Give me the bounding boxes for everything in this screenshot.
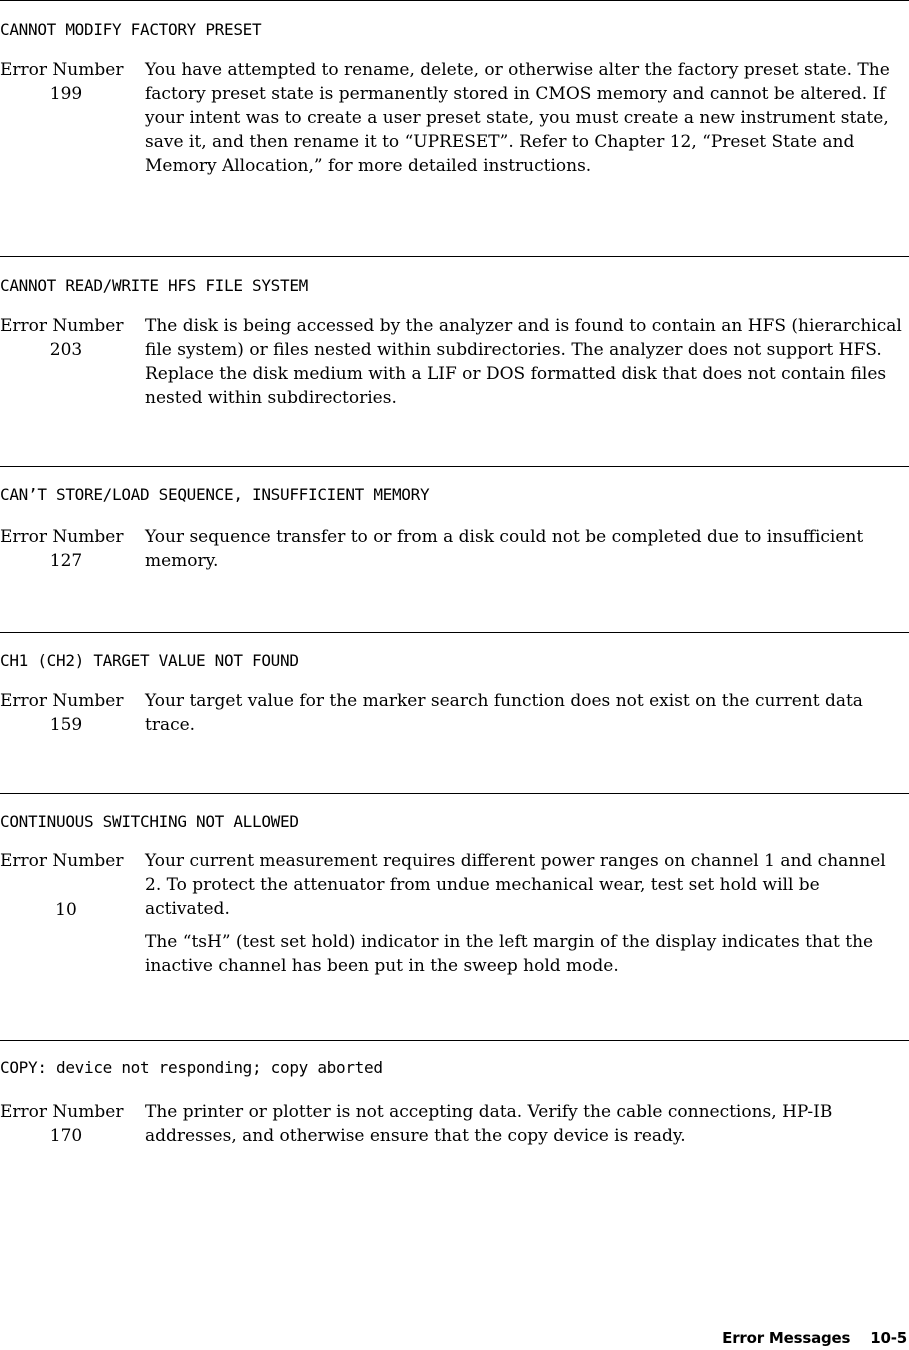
divider-rule [0, 0, 909, 1]
error-description [145, 689, 905, 737]
error-number-label: Error Number [0, 851, 124, 871]
error-paragraph: The “tsH” (test set hold) indicator in the left margin of the display indicates that the inactive channel has been put in the sweep hold mode. [145, 932, 874, 976]
error-number-label: Error Number [0, 691, 124, 711]
error-number-label: Error Number [0, 316, 124, 336]
error-title: COPY: device not responding; copy aborted [0, 1058, 383, 1077]
page-footer [722, 1328, 907, 1348]
error-paragraph: The disk is being accessed by the analyzer and is found to contain an HFS (hierarchical file system) or files nested within subdirectories. The analyzer does not support HFS. Replace the disk medium with a LIF or DOS formatted disk that does not contain files nested within subdirectories. [145, 316, 902, 408]
error-number-label: Error Number [0, 1102, 124, 1122]
error-paragraph: Your target value for the marker search function does not exist on the current data trace. [145, 691, 863, 735]
divider-rule [0, 1040, 909, 1041]
divider-rule [0, 632, 909, 633]
error-description [145, 849, 905, 978]
error-paragraph: Your sequence transfer to or from a disk could not be completed due to insufficient memory. [145, 527, 864, 571]
error-title: CH1 (CH2) TARGET VALUE NOT FOUND [0, 651, 299, 670]
error-paragraph: The printer or plotter is not accepting data. Verify the cable connections, HP-IB addresses, and otherwise ensure that the copy device is ready. [145, 1102, 833, 1146]
error-title: CANNOT READ/WRITE HFS FILE SYSTEM [0, 276, 308, 295]
error-title: CAN’T STORE/LOAD SEQUENCE, INSUFFICIENT MEMORY [0, 485, 430, 504]
page-number: 10-5 [870, 1329, 907, 1347]
footer-section-title: Error Messages [722, 1329, 851, 1347]
error-number: 203 [49, 340, 83, 360]
error-number: 10 [55, 900, 77, 920]
error-description [145, 525, 905, 573]
error-description [145, 1100, 905, 1148]
error-description [145, 58, 905, 178]
error-description [145, 314, 905, 410]
error-title: CONTINUOUS SWITCHING NOT ALLOWED [0, 812, 299, 831]
error-title: CANNOT MODIFY FACTORY PRESET [0, 20, 262, 39]
divider-rule [0, 256, 909, 257]
divider-rule [0, 793, 909, 794]
divider-rule [0, 466, 909, 467]
error-number-label: Error Number [0, 527, 124, 547]
error-paragraph: You have attempted to rename, delete, or otherwise alter the factory preset state. The factory preset state is permanently stored in CMOS memory and cannot be altered. If your intent was to create a user preset state, you must create a new instrument state, save it, and then rename it to “UPRESET”. Refer to Chapter 12, “Preset State and Memory Allocation,” for more detailed instructions. [145, 60, 890, 176]
error-number: 199 [49, 84, 83, 104]
error-number: 170 [49, 1126, 83, 1146]
error-number: 159 [49, 715, 83, 735]
error-number: 127 [49, 551, 83, 571]
error-number-label: Error Number [0, 60, 124, 80]
error-paragraph: Your current measurement requires different power ranges on channel 1 and channel 2. To protect the attenuator from undue mechanical wear, test set hold will be activated. [145, 851, 886, 919]
